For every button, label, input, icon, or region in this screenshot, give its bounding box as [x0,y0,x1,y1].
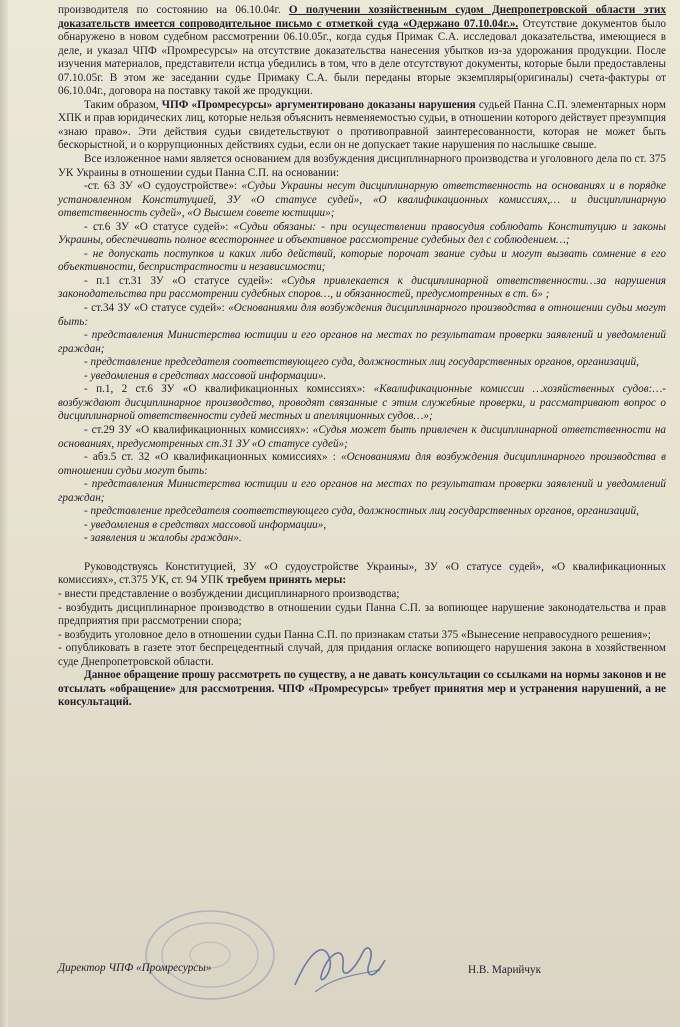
legal-basis-list [58,180,666,546]
stamp-icon [140,905,280,1005]
legal-basis-item [58,221,666,248]
legal-basis-item [58,532,666,546]
legal-basis-item [58,275,666,302]
legal-basis-reference: - п.1, 2 ст.6 ЗУ «О квалификационных комиссиях»: [84,383,374,396]
legal-basis-quote: «Судьи обязаны: - при осуществлении правосудия соблюдать Конституцию и законы Украины, обеспечивать полное всестороннее и объективное рассмотрение судебных дел с соблюдением…; [58,220,666,247]
legal-basis-item [58,505,666,519]
legal-basis-quote: «Квалификационные комиссии …хозяйственных судов:…- возбуждают дисциплинарное производство, проводят связанные с этим служебные проверки, и рассматривают вопрос о дисциплинарной ответственности судей местных и апелляционных судов…»; [58,383,666,423]
legal-basis-reference: - ст.34 ЗУ «О статусе судей»: [84,302,229,315]
paragraph-evidence-text-1: производителя по состоянию на 06.10.04г. [58,4,289,16]
paragraph-grounds: Все изложенное нами является основанием для возбуждения дисциплинарного производства и уголовного дела по ст. 375 УК Украины в отношении судьи Панна С.П. на основании: [58,153,666,179]
paragraph-evidence [58,4,666,99]
legal-basis-quote: - представления Министерства юстиции и его органов на местах по результатам проверки заявлений и уведомлений граждан; [58,329,666,355]
legal-basis-quote: - представление председателя соответствующего суда, должностных лиц государственных органов, организаций, [84,356,639,369]
signature-row [58,962,666,982]
legal-basis-quote: - уведомления в средствах массовой информации». [84,369,327,382]
measure-item: - внести представление о возбуждении дисциплинарного производства; [58,587,400,600]
legal-basis-reference: - ст.6 ЗУ «О статусе судей»: [84,220,234,233]
page-edge-shadow [0,0,8,1027]
legal-basis-quote: «Судья может быть привлечен к дисциплинарной ответственности на основаниях, предусмотренных ст.31 ЗУ «О статусе судей»; [58,423,667,450]
paragraph-evidence-emphasis: О получении хозяйственным судом Днепропетровской области этих доказательств имеется сопроводительное письмо с отметкой суда «Одержано 07.10.04г.». [58,4,666,30]
legal-basis-quote: - не допускать поступков и каких либо действий, которые порочат звание судьи и могут вызвать сомнение в его объективности, беспристрастности и независимости; [58,247,666,274]
legal-basis-item [58,329,666,356]
legal-basis-item [58,424,666,451]
signatory-name: Н.В. Марийчук [468,964,542,976]
legal-basis-reference: - п.1 ст.31 ЗУ «О статусе судей»: [84,274,282,287]
paragraph-conclusion [58,99,666,153]
paragraph-conclusion-text-2: судьей Панна С.П. элементарных норм ХПК и прав юридических лиц, которые нельзя объяснить невменяемостью судьи, в отношении которого действует презумпция «знаю право». Эти действия судьи свидетельствуют о противоправной заинтересованности, которая не может быть бескорыстной, и о коррупционных действиях судьи, если он не допускает такие нарушения по наслышке свыше. [58,98,666,152]
legal-basis-quote: «Судьи Украины несут дисциплинарную ответственность на основаниях и в порядке установленном Конституцией, ЗУ «О статусе судей», «О квалификационных комиссиях,… и дисциплинарную ответственность судей», «О Высшем совете юстиции»; [58,180,666,220]
legal-basis-quote: «Основаниями для возбуждения дисциплинарного производства в отношении судьи могут быть: [58,451,666,477]
legal-basis-item [58,356,666,370]
paragraph-evidence-text-2: Отсутствие документов было обнаружено в новом судебном рассмотрении 06.10.05г., когда судья Примак С.А. исследовал доказательства, имеющиеся в деле, и указал ЧПФ «Промресурсы» на отсутствие доказательства нанесения убытков из-за удорожания продукции. После изучения материалов, представители истца убедились в том, что в деле отсутствуют документы, которые были предоставлены 07.10.05г. В этом же заседании судье Примаку С.А. были переданы вторые экземпляры(оригиналы) счета-фактуры от 06.10.04г., договора на поставку такой же продукции. [58,17,666,98]
legal-basis-item [58,478,666,505]
legal-basis-item [58,451,666,478]
legal-basis-quote: - представление председателя соответствующего суда, должностных лиц государственных органов, организаций, [84,505,639,518]
legal-basis-quote: - представления Министерства юстиции и его органов на местах по результатам проверки заявлений и уведомлений граждан; [58,478,666,504]
measures-list [58,588,666,669]
legal-basis-item [58,248,666,275]
measure-item: - опубликовать в газете этот беспрецедентный случай, для придания огласке вопиющего нарушения закона в хозяйственном суде Днепропетровской области. [58,642,666,668]
paragraph-final-request: Данное обращение прошу рассмотреть по существу, а не давать консультации со ссылками на нормы законов и не отсылать «обращение» для рассмотрения. ЧПФ «Промресурсы» требует принятия мер и устранения нарушений, а не консультаций. [58,669,666,709]
legal-basis-reference: - ст.29 ЗУ «О квалификационных комиссиях»: [84,423,313,436]
signatory-position: Директор ЧПФ «Промресурсы» [58,962,212,974]
paragraph-demands [58,561,666,588]
measure-item: - возбудить дисциплинарное производство в отношении судьи Панна С.П. за вопиющее нарушение законодательства и прав предприятия при рассмотрении спора; [58,601,666,628]
legal-basis-reference: -ст. 63 ЗУ «О судоустройстве»: [84,180,242,193]
paragraph-demands-text: Руководствуясь Конституцией, ЗУ «О судоустройстве Украины», ЗУ «О статусе судей», «О квалификационных комиссиях», ст.375 УК, ст. 94 УПК [58,560,666,587]
legal-basis-quote: «Судья привлекается к дисциплинарной ответственности…за нарушения законодательства при рассмотрении судебных споров…, и обязанностей, предусмотренных в ст. 6» ; [58,274,666,301]
letter-body [58,4,666,710]
legal-basis-item [58,370,666,384]
legal-basis-reference: - абз.5 ст. 32 «О квалификационных комиссиях» : [84,451,341,464]
measure-item: - возбудить уголовное дело в отношении судьи Панна С.П. по признакам статьи 375 «Вынесение неправосудного решения»; [58,628,651,641]
spacer [58,546,666,561]
legal-basis-item [58,383,666,424]
legal-basis-item [58,180,666,221]
paragraph-demands-emphasis: требуем принять меры: [226,574,347,587]
legal-basis-quote: - заявления и жалобы граждан». [84,532,242,545]
paragraph-conclusion-text-1: Таким образом, [84,98,162,111]
legal-basis-quote: - уведомления в средствах массовой информации», [84,518,327,531]
legal-basis-item [58,302,666,329]
legal-basis-item [58,519,666,533]
paragraph-conclusion-emphasis: ЧПФ «Промресурсы» аргументировано доказаны нарушения [161,98,476,111]
legal-basis-quote: «Основаниями для возбуждения дисциплинарного производства в отношении судьи могут быть: [58,302,666,328]
